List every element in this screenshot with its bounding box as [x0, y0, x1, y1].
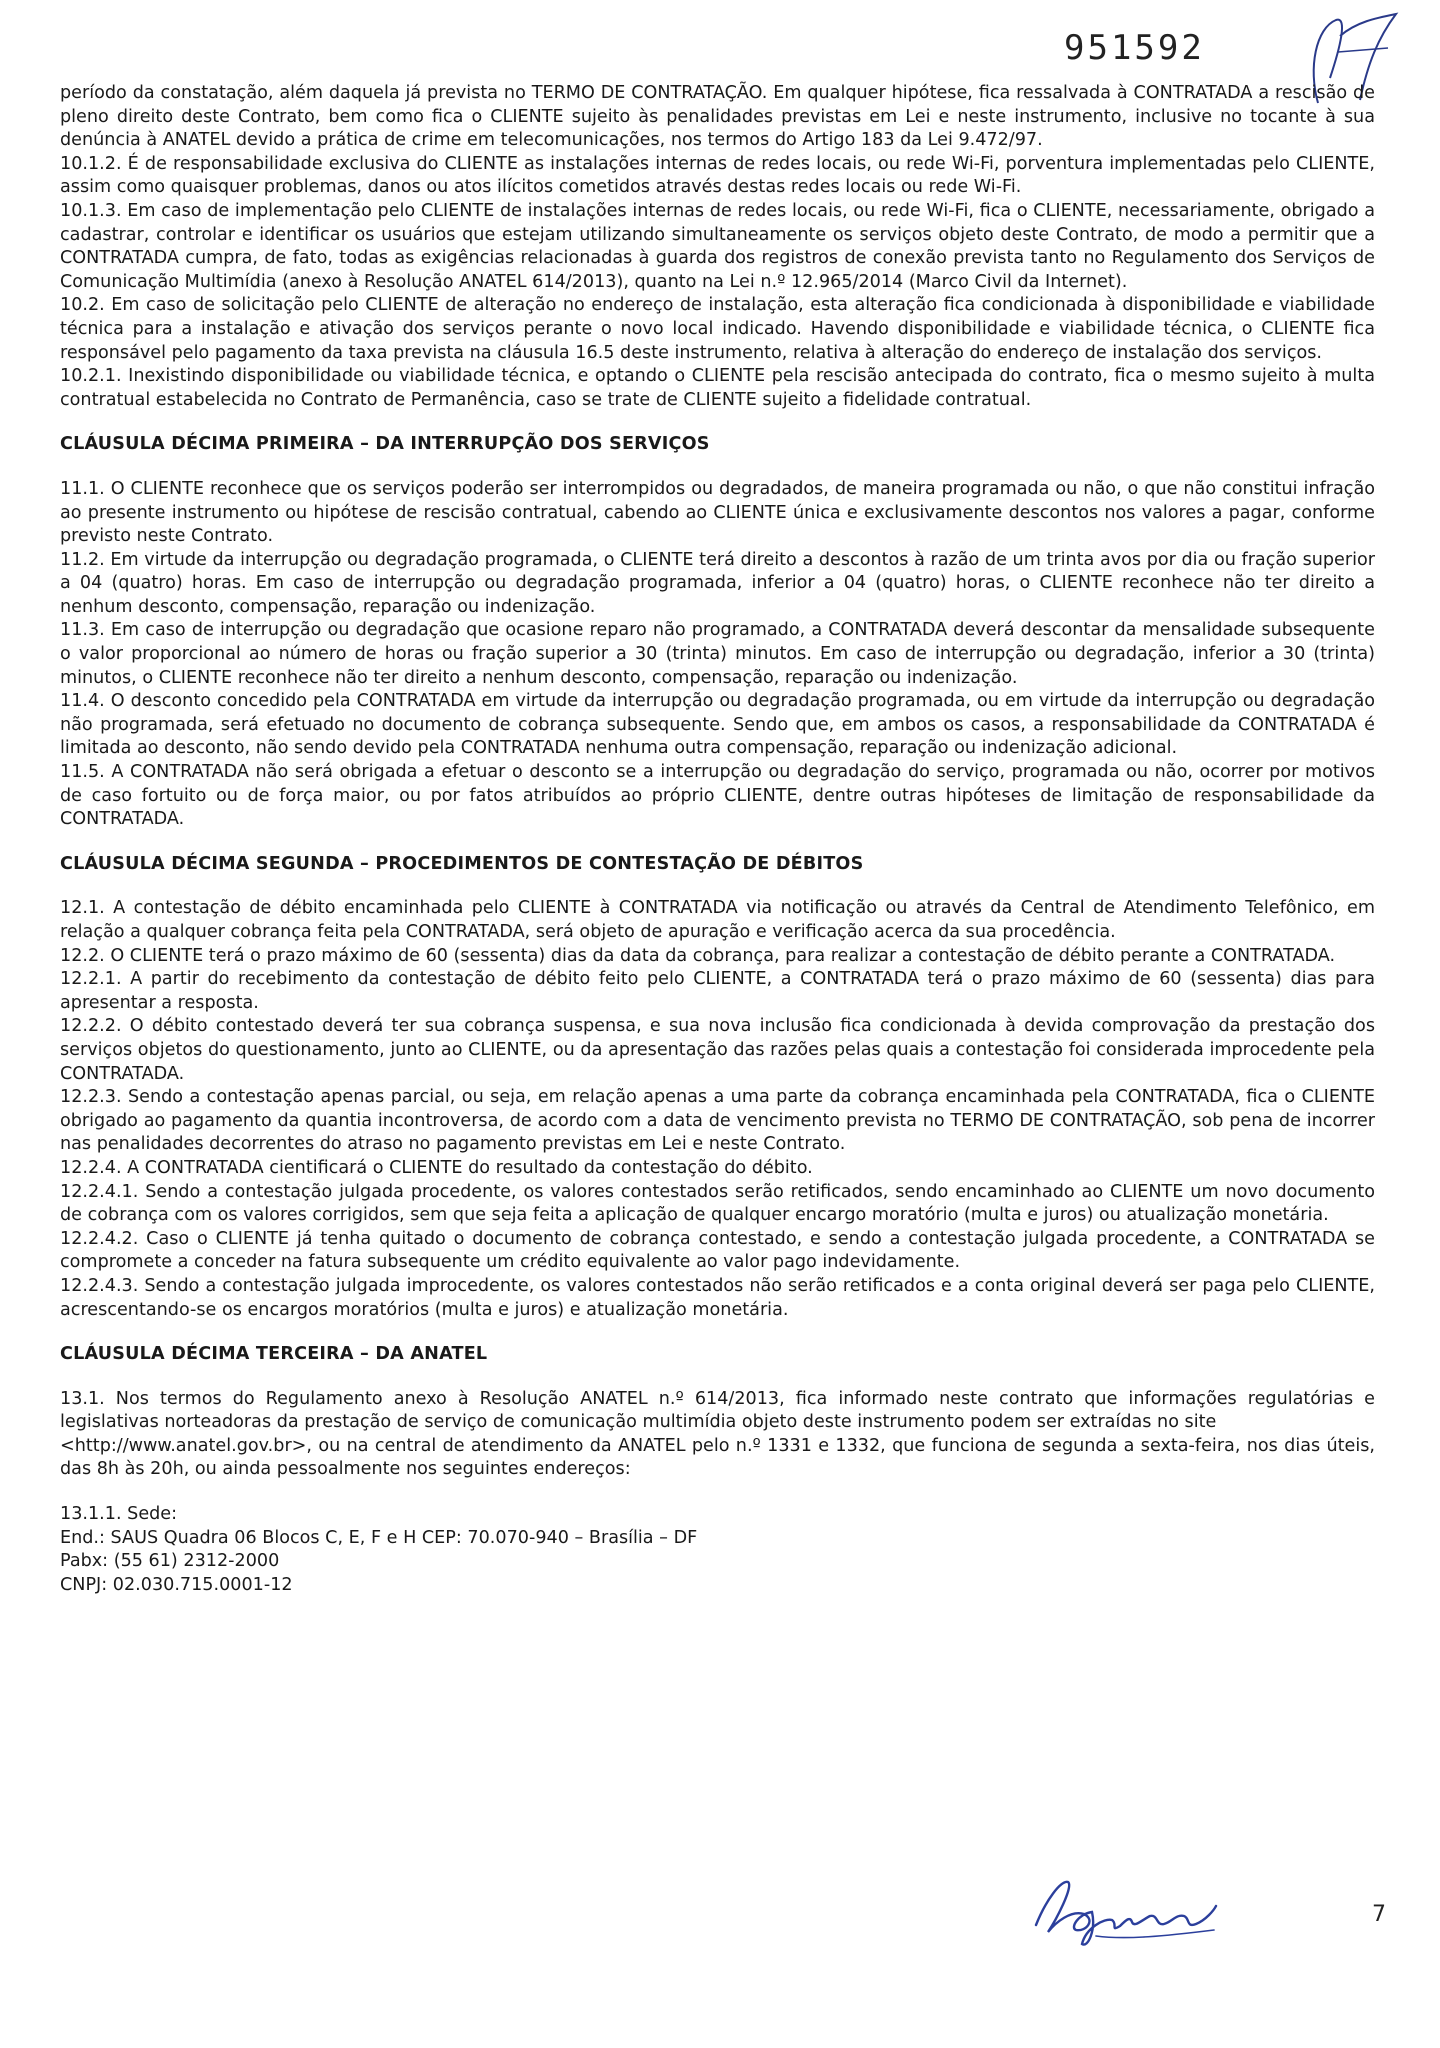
clause-heading: CLÁUSULA DÉCIMA TERCEIRA – DA ANATEL [60, 1344, 488, 1365]
clause-paragraph: 12.2.4.1. Sendo a contestação julgada procedente, os valores contestados serão retificados, sendo encaminhado ao CLIENTE um novo documento de cobrança com os valores corrigidos, sem que seja feita a aplicação de qualquer encargo moratório (multa e juros) ou atualização monetária. [60, 1181, 1375, 1226]
clause-paragraph: 12.1. A contestação de débito encaminhada pelo CLIENTE à CONTRATADA via notificação ou através da Central de Atendimento Telefônico, em relação a qualquer cobrança feita pela CONTRATADA, será objeto de apuração e verificação acerca da sua procedência. [60, 898, 1375, 942]
clause-paragraph: 12.2.4.3. Sendo a contestação julgada improcedente, os valores contestados não serão retificados e a conta original deverá ser paga pelo CLIENTE, acrescentando-se os encargos moratórios (multa e juros) e atualização monetária. [60, 1275, 1375, 1320]
section-spacer [60, 457, 1375, 478]
address-line: CNPJ: 02.030.715.0001-12 [60, 1574, 293, 1595]
clause-paragraph: 12.2.3. Sendo a contestação apenas parcial, ou seja, em relação apenas a uma parte da cobrança encaminhada pela CONTRATADA, fica o CLIENTE obrigado ao pagamento da quantia incontroversa, de acordo com a data de vencimento prevista no TERMO DE CONTRATAÇÃO, sob pena de incorrer nas penalidades decorrentes do atraso no pagamento previstas em Lei e neste Contrato. [60, 1087, 1375, 1155]
clause-paragraph: 12.2. O CLIENTE terá o prazo máximo de 60 (sessenta) dias da data da cobrança, para realizar a contestação de débito perante a CONTRATADA. [60, 945, 1336, 966]
clause-paragraph: 10.1.3. Em caso de implementação pelo CLIENTE de instalações internas de redes locais, ou rede Wi-Fi, fica o CLIENTE, necessariamente, obrigado a cadastrar, controlar e identificar os usuários que estejam utilizando simultaneamente os serviços objeto deste Contrato, de modo a permitir que a CONTRATADA cumpra, de fato, todas as exigências relacionadas à guarda dos registros de conexão prevista tanto no Regulamento dos Serviços de Comunicação Multimídia (anexo à Resolução ANATEL 614/2013), quanto na Lei n.º 12.965/2014 (Marco Civil da Internet). [60, 200, 1375, 292]
clause-paragraph: 11.2. Em virtude da interrupção ou degradação programada, o CLIENTE terá direito a descontos à razão de um trinta avos por dia ou fração superior a 04 (quatro) horas. Em caso de interrupção ou degradação programada, inferior a 04 (quatro) horas, o CLIENTE reconhece não ter direito a nenhum desconto, compensação, reparação ou indenização. [60, 549, 1375, 617]
clause-heading: CLÁUSULA DÉCIMA SEGUNDA – PROCEDIMENTOS DE CONTESTAÇÃO DE DÉBITOS [60, 853, 864, 874]
clause-paragraph: 10.2. Em caso de solicitação pelo CLIENTE de alteração no endereço de instalação, esta alteração fica condicionada à disponibilidade e viabilidade técnica para a instalação e ativação dos serviços perante o novo local indicado. Havendo disponibilidade e viabilidade técnica, o CLIENTE fica responsável pelo pagamento da taxa prevista na cláusula 16.5 deste instrumento, relativa à alteração do endereço de instalação dos serviços. [60, 295, 1375, 363]
clause-paragraph: 12.2.4. A CONTRATADA cientificará o CLIENTE do resultado da contestação do débito. [60, 1157, 813, 1178]
clause-paragraph: 12.2.2. O débito contestado deverá ter sua cobrança suspensa, e sua nova inclusão fica condicionada à devida comprovação da prestação dos serviços objetos do questionamento, junto ao CLIENTE, ou da apresentação das razões pelas quais a contestação foi considerada improcedente pela CONTRATADA. [60, 1016, 1375, 1084]
address-line: Pabx: (55 61) 2312-2000 [60, 1551, 280, 1572]
address-line: End.: SAUS Quadra 06 Blocos C, E, F e H CEP: 70.070-940 – Brasília – DF [60, 1527, 698, 1548]
signature [1026, 1870, 1226, 1950]
stamp-number: 951592 [1064, 28, 1205, 68]
clause-paragraph: 10.2.1. Inexistindo disponibilidade ou viabilidade técnica, e optando o CLIENTE pela rescisão antecipada do contrato, fica o mesmo sujeito à multa contratual estabelecida no Contrato de Permanência, caso se trate de CLIENTE sujeito a fidelidade contratual. [60, 366, 1375, 410]
section-spacer [60, 876, 1375, 897]
clause-paragraph: período da constatação, além daquela já prevista no TERMO DE CONTRATAÇÃO. Em qualquer hipótese, fica ressalvada à CONTRATADA a rescisão de pleno direito deste Contrato, bem como fica o CLIENTE sujeito às penalidades previstas em Lei e neste instrumento, inclusive no tocante à sua denúncia à ANATEL devido a prática de crime em telecomunicações, nos termos do Artigo 183 da Lei 9.472/97. [60, 83, 1375, 151]
clause-heading: CLÁUSULA DÉCIMA PRIMEIRA – DA INTERRUPÇÃO DOS SERVIÇOS [60, 434, 710, 455]
section-spacer [60, 1482, 1375, 1503]
section-spacer [60, 412, 1375, 433]
section-spacer [60, 832, 1375, 853]
clause-paragraph: 11.3. Em caso de interrupção ou degradação que ocasione reparo não programado, a CONTRATADA deverá descontar da mensalidade subsequente o valor proporcional ao número de horas ou fração superior a 30 (trinta) minutos. Em caso de interrupção ou degradação, inferior a 30 (trinta) minutos, o CLIENTE reconhece não ter direito a nenhum desconto, compensação, reparação ou indenização. [60, 620, 1375, 688]
section-spacer [60, 1322, 1375, 1343]
page-number: 7 [1372, 1902, 1386, 1927]
address-line: 13.1.1. Sede: [60, 1504, 178, 1525]
clause-paragraph: 11.5. A CONTRATADA não será obrigada a efetuar o desconto se a interrupção ou degradação do serviço, programada ou não, ocorrer por motivos de caso fortuito ou de força maior, ou por fatos atribuídos ao próprio CLIENTE, dentre outras hipóteses de limitação de responsabilidade da CONTRATADA. [60, 762, 1375, 830]
clause-paragraph: <http://www.anatel.gov.br>, ou na central de atendimento da ANATEL pelo n.º 1331 e 1332, que funciona de segunda a sexta-feira, nos dias úteis, das 8h às 20h, ou ainda pessoalmente nos seguintes endereços: [60, 1435, 1375, 1480]
contract-body [60, 82, 1375, 1597]
clause-paragraph: 12.2.4.2. Caso o CLIENTE já tenha quitado o documento de cobrança contestado, e sendo a contestação julgada procedente, a CONTRATADA se compromete a conceder na fatura subsequente um crédito equivalente ao valor pago indevidamente. [60, 1228, 1375, 1273]
clause-paragraph: 12.2.1. A partir do recebimento da contestação de débito feito pelo CLIENTE, a CONTRATADA terá o prazo máximo de 60 (sessenta) dias para apresentar a resposta. [60, 969, 1375, 1013]
clause-paragraph: 11.4. O desconto concedido pela CONTRATADA em virtude da interrupção ou degradação programada, ou em virtude da interrupção ou degradação não programada, será efetuado no documento de cobrança subsequente. Sendo que, em ambos os casos, a responsabilidade da CONTRATADA é limitada ao desconto, não sendo devido pela CONTRATADA nenhuma outra compensação, reparação ou indenização adicional. [60, 691, 1375, 759]
clause-paragraph: 10.1.2. É de responsabilidade exclusiva do CLIENTE as instalações internas de redes locais, ou rede Wi-Fi, porventura implementadas pelo CLIENTE, assim como quaisquer problemas, danos ou atos ilícitos cometidos através destas redes locais ou rede Wi-Fi. [60, 153, 1375, 198]
clause-paragraph: 13.1. Nos termos do Regulamento anexo à Resolução ANATEL n.º 614/2013, fica informado neste contrato que informações regulatórias e legislativas norteadoras da prestação de serviço de comunicação multimídia objeto deste instrumento podem ser extraídas no site [60, 1388, 1375, 1433]
section-spacer [60, 1367, 1375, 1388]
clause-paragraph: 11.1. O CLIENTE reconhece que os serviços poderão ser interrompidos ou degradados, de maneira programada ou não, o que não constitui infração ao presente instrumento ou hipótese de rescisão contratual, cabendo ao CLIENTE única e exclusivamente descontos nos valores a pagar, conforme previsto neste Contrato. [60, 478, 1375, 547]
